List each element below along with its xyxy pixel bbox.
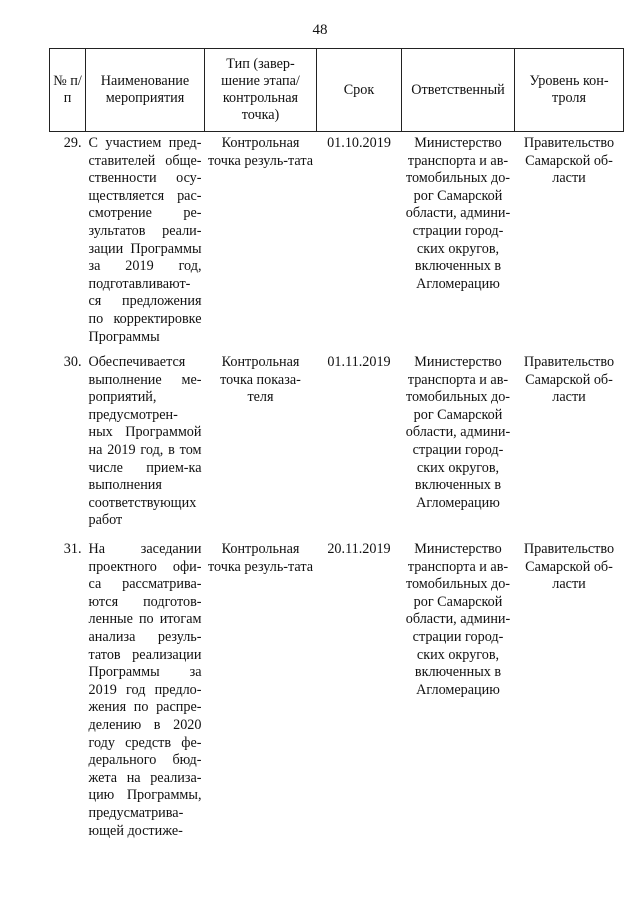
row-type: Контрольная точка показа-теля [220,354,301,406]
table-row [50,351,624,538]
row-num: 30. [63,354,82,370]
row-num: 31. [63,541,82,557]
row-level: Правительство Самарской об-ласти [523,354,615,406]
row-responsible: Министерство транспорта и ав-томобильных до-рог Самарской области, админи-страции город-ских округов, включенных в Агломерацию [405,135,511,292]
row-name: Обеспечивается выполнение ме-роприятий, предусмотрен-ных Программой на 2019 год, в том числе прием-ка выполнения соответствующих работ [88,354,202,529]
measures-table [49,48,624,861]
row-type: Контрольная точка резуль-тата [208,135,313,169]
header-num: № п/п [50,49,86,132]
header-type: Тип (завер-шение этапа/ контрольная точка) [205,49,317,132]
row-date: 20.11.2019 [327,541,391,557]
header-date: Срок [317,49,402,132]
row-num: 29. [63,135,82,151]
table-header-row [50,49,624,132]
row-date: 01.10.2019 [327,135,391,151]
header-name: Наименование мероприятия [86,49,205,132]
row-name: На заседании проектного офи-са рассматрива-ются подготов-ленные по итогам анализа резуль-татов реализации Программы за 2019 год предло-жения по распре-делению в 2020 году средств фе-дерального бюд-жета на реализа-цию Программы, предусматрива-ющей достиже- [88,541,202,839]
row-responsible: Министерство транспорта и ав-томобильных до-рог Самарской области, админи-страции город-ских округов, включенных в Агломерацию [405,541,511,698]
header-responsible: Ответственный [402,49,515,132]
row-level: Правительство Самарской об-ласти [523,541,615,593]
table-row [50,132,624,352]
header-level: Уровень кон-троля [515,49,624,132]
table-row [50,538,624,861]
row-name: С участием пред-ставителей обще-ственности осу-ществляется рас-смотрение ре-зультатов реали-зации Программы за 2019 год, подготавливают-ся предложения по корректировке Программы [88,135,202,345]
row-responsible: Министерство транспорта и ав-томобильных до-рог Самарской области, админи-страции город-ских округов, включенных в Агломерацию [405,354,511,511]
page-number: 48 [312,22,328,38]
row-type: Контрольная точка резуль-тата [208,541,313,575]
row-date: 01.11.2019 [327,354,391,370]
row-level: Правительство Самарской об-ласти [523,135,615,187]
